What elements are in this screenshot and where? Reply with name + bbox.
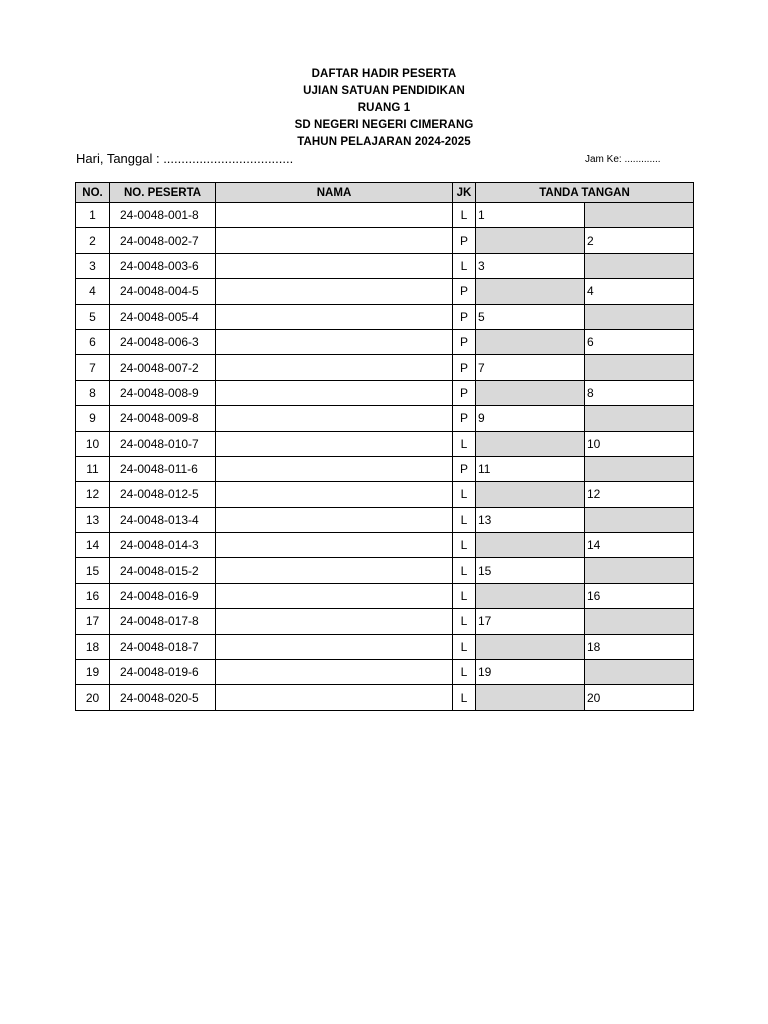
table-row <box>76 660 694 685</box>
gender-value: P <box>453 228 476 253</box>
name-field[interactable] <box>216 507 453 532</box>
participant-number: 24-0048-005-4 <box>110 304 216 329</box>
participant-number: 24-0048-017-8 <box>110 609 216 634</box>
row-number: 10 <box>76 431 110 456</box>
signature-left-blocked <box>476 380 585 405</box>
participant-number: 24-0048-009-8 <box>110 406 216 431</box>
participant-number: 24-0048-020-5 <box>110 685 216 710</box>
signature-right-blocked <box>585 406 694 431</box>
row-number: 8 <box>76 380 110 405</box>
row-number: 5 <box>76 304 110 329</box>
gender-value: L <box>453 558 476 583</box>
header-participant-number: NO. PESERTA <box>110 183 216 203</box>
table-row <box>76 228 694 253</box>
signature-left[interactable]: 5 <box>476 304 585 329</box>
gender-value: L <box>453 203 476 228</box>
table-row <box>76 558 694 583</box>
name-field[interactable] <box>216 431 453 456</box>
gender-value: L <box>453 634 476 659</box>
name-field[interactable] <box>216 456 453 481</box>
signature-left[interactable]: 19 <box>476 660 585 685</box>
participant-number: 24-0048-014-3 <box>110 533 216 558</box>
table-row <box>76 533 694 558</box>
table-row <box>76 685 694 710</box>
table-row <box>76 609 694 634</box>
signature-left[interactable]: 15 <box>476 558 585 583</box>
name-field[interactable] <box>216 228 453 253</box>
participant-number: 24-0048-016-9 <box>110 583 216 608</box>
table-row <box>76 380 694 405</box>
table-row <box>76 355 694 380</box>
row-number: 14 <box>76 533 110 558</box>
row-number: 16 <box>76 583 110 608</box>
signature-left[interactable]: 9 <box>476 406 585 431</box>
table-row <box>76 304 694 329</box>
signature-right[interactable]: 14 <box>585 533 694 558</box>
row-number: 6 <box>76 329 110 354</box>
title-line-3: RUANG 1 <box>357 102 411 114</box>
table-row <box>76 482 694 507</box>
header-gender: JK <box>453 183 476 203</box>
participant-number: 24-0048-010-7 <box>110 431 216 456</box>
name-field[interactable] <box>216 660 453 685</box>
row-number: 1 <box>76 203 110 228</box>
participant-number: 24-0048-008-9 <box>110 380 216 405</box>
participant-number: 24-0048-018-7 <box>110 634 216 659</box>
date-label: Hari, Tanggal : .................................... <box>76 151 294 166</box>
gender-value: L <box>453 507 476 532</box>
name-field[interactable] <box>216 685 453 710</box>
table-body <box>76 203 694 711</box>
signature-left[interactable]: 17 <box>476 609 585 634</box>
signature-right-blocked <box>585 456 694 481</box>
row-number: 7 <box>76 355 110 380</box>
name-field[interactable] <box>216 203 453 228</box>
row-number: 13 <box>76 507 110 532</box>
signature-right-blocked <box>585 507 694 532</box>
gender-value: L <box>453 609 476 634</box>
signature-left-blocked <box>476 482 585 507</box>
gender-value: P <box>453 329 476 354</box>
gender-value: P <box>453 406 476 431</box>
name-field[interactable] <box>216 583 453 608</box>
signature-right[interactable]: 20 <box>585 685 694 710</box>
table-row <box>76 329 694 354</box>
table-row <box>76 253 694 278</box>
title-line-2: UJIAN SATUAN PENDIDIKAN <box>303 85 465 97</box>
signature-right[interactable]: 6 <box>585 329 694 354</box>
signature-right-blocked <box>585 304 694 329</box>
signature-right-blocked <box>585 355 694 380</box>
name-field[interactable] <box>216 329 453 354</box>
participant-number: 24-0048-012-5 <box>110 482 216 507</box>
row-number: 20 <box>76 685 110 710</box>
name-field[interactable] <box>216 304 453 329</box>
document-header <box>0 66 768 151</box>
signature-left-blocked <box>476 228 585 253</box>
gender-value: L <box>453 660 476 685</box>
gender-value: P <box>453 355 476 380</box>
table-row <box>76 406 694 431</box>
row-number: 4 <box>76 279 110 304</box>
signature-right-blocked <box>585 558 694 583</box>
title-line-1: DAFTAR HADIR PESERTA <box>311 68 457 80</box>
name-field[interactable] <box>216 406 453 431</box>
row-number: 19 <box>76 660 110 685</box>
row-number: 11 <box>76 456 110 481</box>
participant-number: 24-0048-007-2 <box>110 355 216 380</box>
gender-value: L <box>453 482 476 507</box>
signature-left-blocked <box>476 431 585 456</box>
signature-right[interactable]: 2 <box>585 228 694 253</box>
name-field[interactable] <box>216 634 453 659</box>
name-field[interactable] <box>216 482 453 507</box>
title-line-5: TAHUN PELAJARAN 2024-2025 <box>297 136 471 148</box>
header-signature: TANDA TANGAN <box>476 183 694 203</box>
signature-right[interactable]: 10 <box>585 431 694 456</box>
name-field[interactable] <box>216 355 453 380</box>
gender-value: L <box>453 685 476 710</box>
signature-right-blocked <box>585 660 694 685</box>
signature-left[interactable]: 1 <box>476 203 585 228</box>
gender-value: L <box>453 583 476 608</box>
gender-value: P <box>453 304 476 329</box>
row-number: 2 <box>76 228 110 253</box>
signature-left[interactable]: 13 <box>476 507 585 532</box>
name-field[interactable] <box>216 380 453 405</box>
participant-number: 24-0048-011-6 <box>110 456 216 481</box>
gender-value: P <box>453 279 476 304</box>
signature-left-blocked <box>476 634 585 659</box>
row-number: 15 <box>76 558 110 583</box>
gender-value: L <box>453 431 476 456</box>
row-number: 3 <box>76 253 110 278</box>
signature-left[interactable]: 7 <box>476 355 585 380</box>
signature-right-blocked <box>585 203 694 228</box>
table-header-row <box>76 183 694 203</box>
signature-left[interactable]: 3 <box>476 253 585 278</box>
signature-left[interactable]: 11 <box>476 456 585 481</box>
participant-number: 24-0048-002-7 <box>110 228 216 253</box>
signature-left-blocked <box>476 533 585 558</box>
table-row <box>76 431 694 456</box>
table-row <box>76 583 694 608</box>
participant-number: 24-0048-001-8 <box>110 203 216 228</box>
gender-value: L <box>453 253 476 278</box>
participant-number: 24-0048-004-5 <box>110 279 216 304</box>
header-name: NAMA <box>216 183 453 203</box>
signature-right[interactable]: 4 <box>585 279 694 304</box>
name-field[interactable] <box>216 558 453 583</box>
table-row <box>76 634 694 659</box>
name-field[interactable] <box>216 253 453 278</box>
row-number: 9 <box>76 406 110 431</box>
participant-number: 24-0048-003-6 <box>110 253 216 278</box>
table-row <box>76 203 694 228</box>
row-number: 17 <box>76 609 110 634</box>
name-field[interactable] <box>216 279 453 304</box>
table-row <box>76 507 694 532</box>
gender-value: L <box>453 533 476 558</box>
table-row <box>76 456 694 481</box>
signature-right-blocked <box>585 609 694 634</box>
name-field[interactable] <box>216 609 453 634</box>
signature-right[interactable]: 16 <box>585 583 694 608</box>
row-number: 18 <box>76 634 110 659</box>
participant-number: 24-0048-006-3 <box>110 329 216 354</box>
signature-left-blocked <box>476 685 585 710</box>
participant-number: 24-0048-013-4 <box>110 507 216 532</box>
table-row <box>76 279 694 304</box>
gender-value: P <box>453 456 476 481</box>
signature-left-blocked <box>476 329 585 354</box>
attendance-table <box>75 182 694 711</box>
gender-value: P <box>453 380 476 405</box>
row-number: 12 <box>76 482 110 507</box>
session-label: Jam Ke: ............. <box>585 154 661 165</box>
signature-right-blocked <box>585 253 694 278</box>
title-line-4: SD NEGERI NEGERI CIMERANG <box>294 119 474 131</box>
participant-number: 24-0048-015-2 <box>110 558 216 583</box>
signature-left-blocked <box>476 279 585 304</box>
participant-number: 24-0048-019-6 <box>110 660 216 685</box>
signature-left-blocked <box>476 583 585 608</box>
header-no: NO. <box>76 183 110 203</box>
signature-right[interactable]: 8 <box>585 380 694 405</box>
signature-right[interactable]: 12 <box>585 482 694 507</box>
signature-right[interactable]: 18 <box>585 634 694 659</box>
name-field[interactable] <box>216 533 453 558</box>
